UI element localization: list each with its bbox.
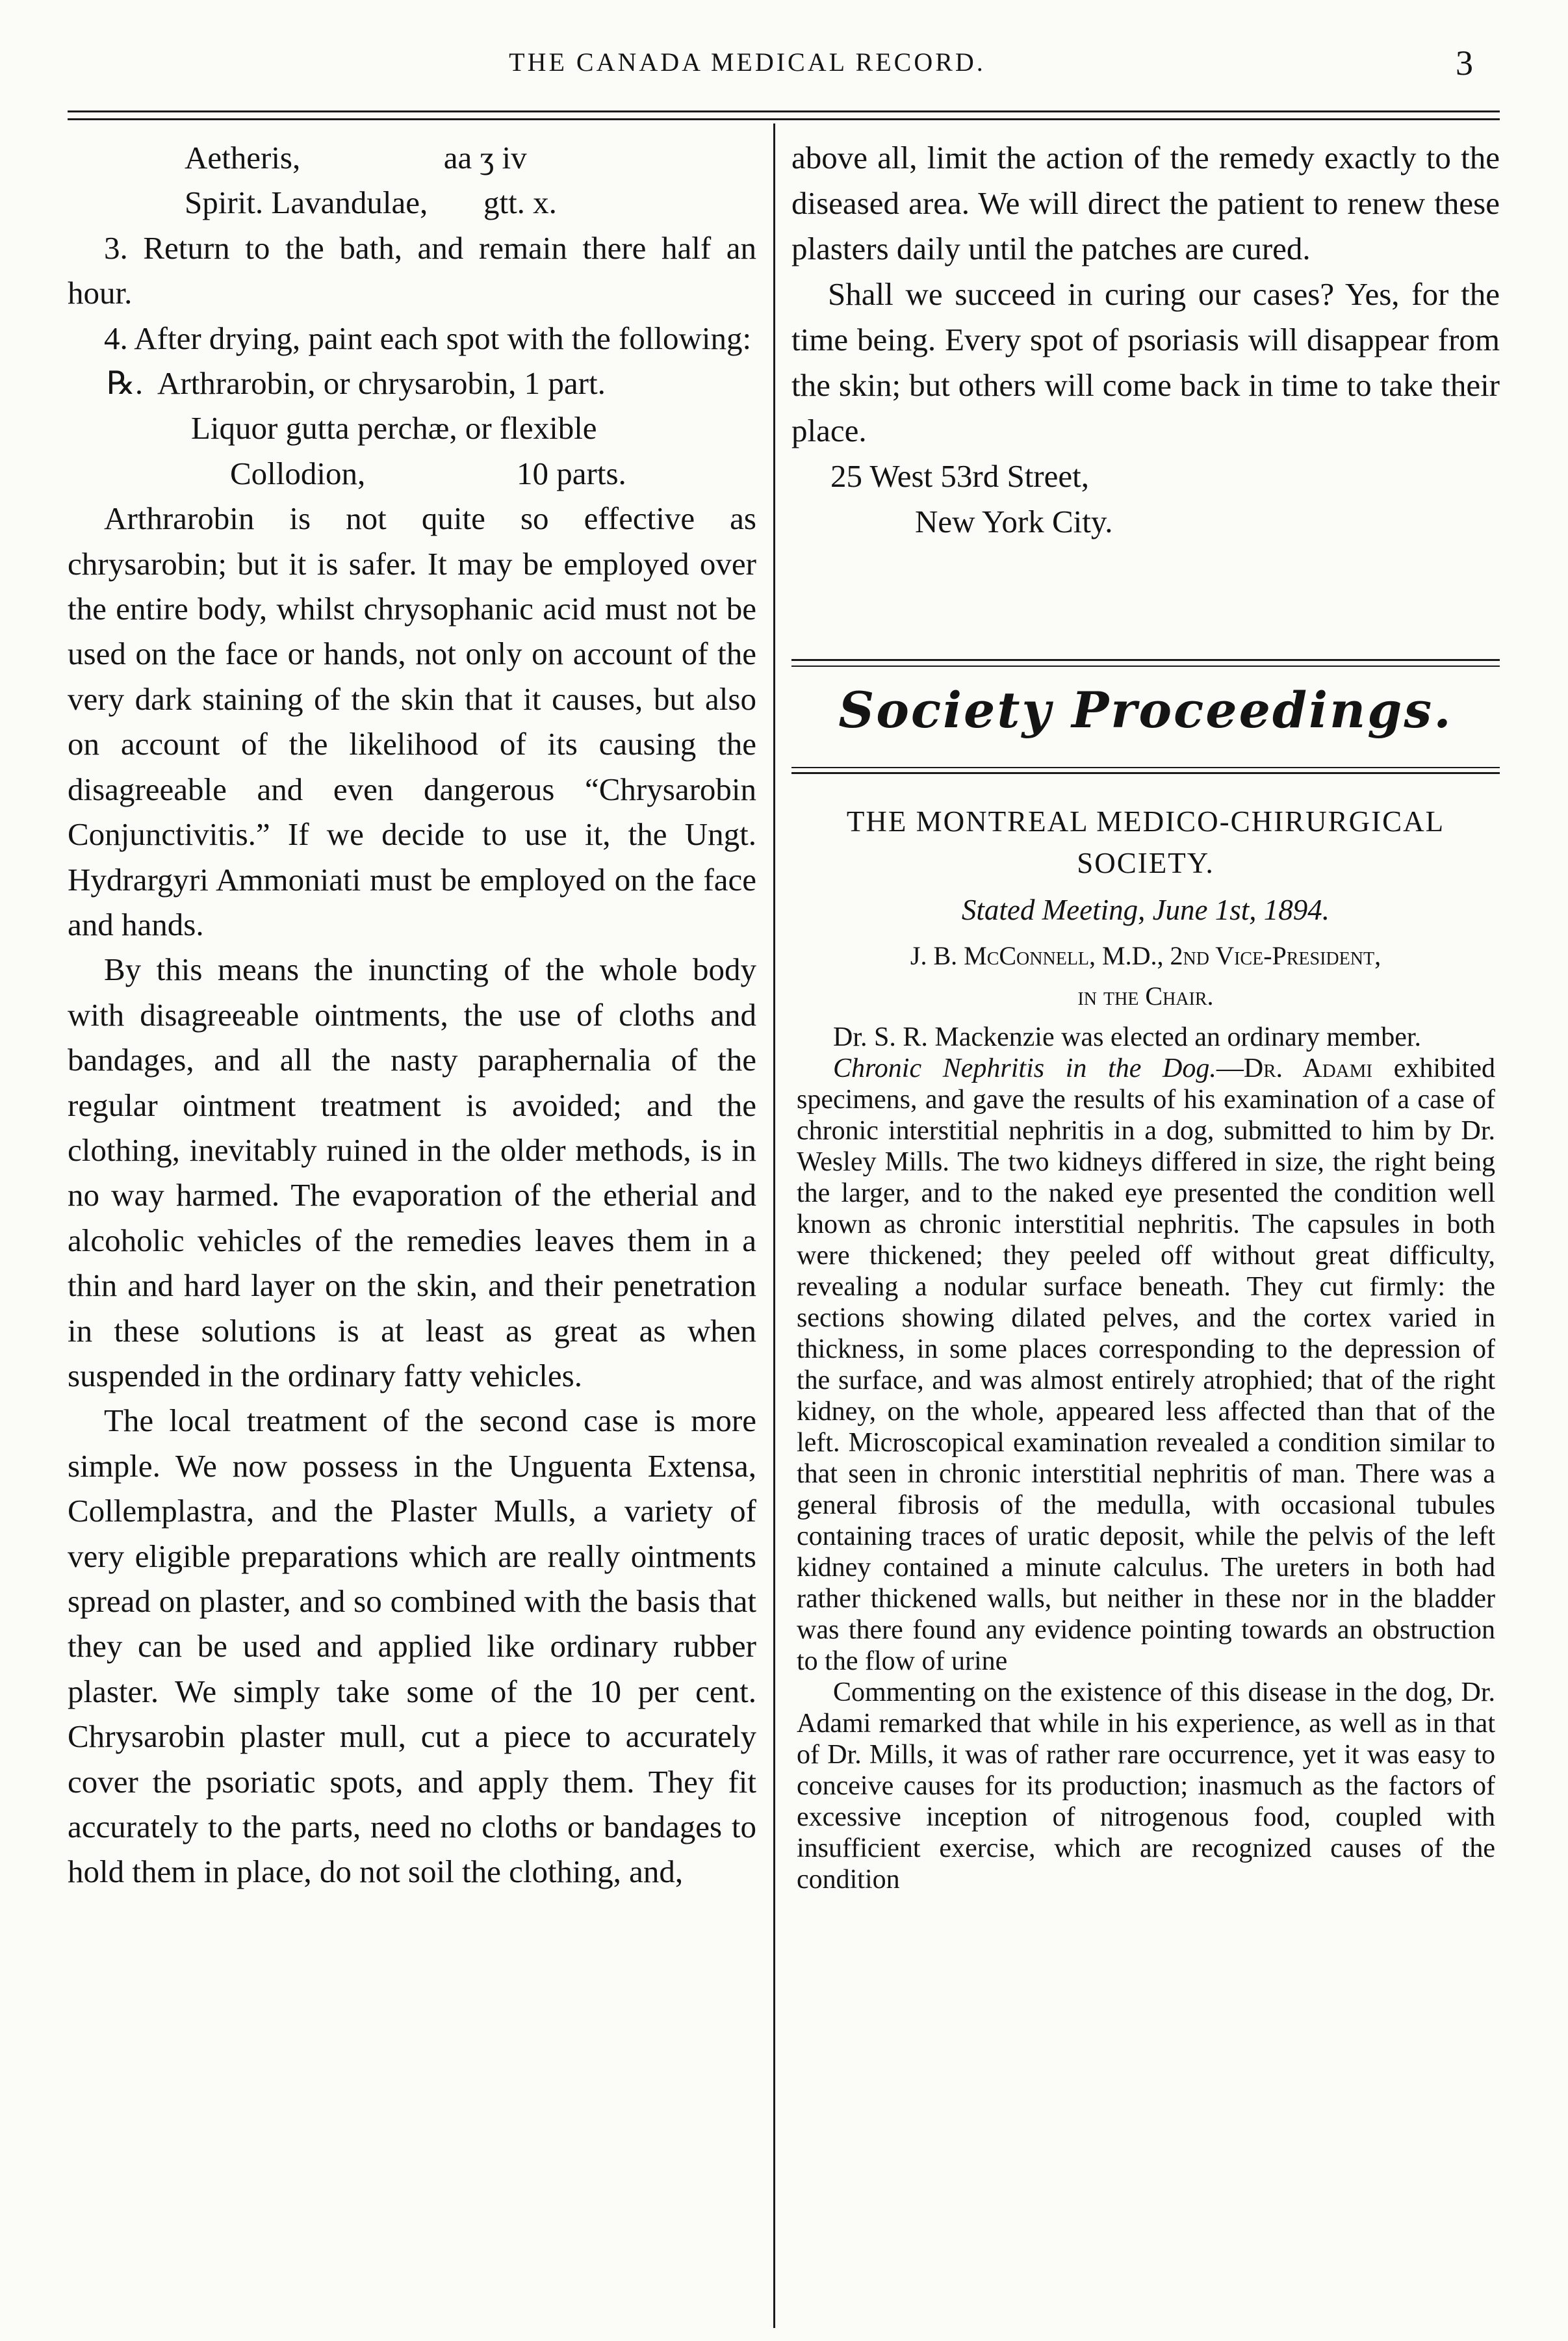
chair-line: J. B. McConnell, M.D., 2nd Vice-President, (910, 941, 1382, 970)
step-3: 3. Return to the bath, and remain there half an hour. (68, 229, 756, 311)
prescription-line: Collodion, 10 parts. (230, 455, 626, 491)
speaker: —Dr. Adami (1216, 1054, 1373, 1083)
paragraph: Shall we succeed in curing our cases? Yes, for the time being. Every spot of psoriasis will disappear from the skin; but others will come back in time to take their place. (791, 276, 1500, 448)
prescription-line: Liquor gutta perchæ, or flexible (191, 410, 597, 446)
paragraph: Dr. S. R. Mackenzie was elected an ordinary member. (833, 1022, 1422, 1052)
paragraph: By this means the inuncting of the whole body with disagreeable ointments, the use of cloths and bandages, and all the nasty paraphernalia of the regular ointment treatment is avoided; and the clothing, inevitably ruined in the older methods, is in no way harmed. The evaporation of the etherial and alcoholic vehicles of the remedies leaves them in a thin and hard layer on the skin, and their penetration in these solutions is at least as great as when suspended in the ordinary fatty vehicles. (68, 951, 756, 1393)
prescription-line: ℞. Arthrarobin, or chrysarobin, 1 part. (107, 365, 606, 402)
prescription-line: Spirit. Lavandulae, gtt. x. (185, 185, 557, 221)
right-column-article (791, 135, 1500, 545)
paragraph (797, 1053, 1495, 1677)
section-heading: Society Proceedings. (838, 681, 1453, 739)
chair-info (791, 936, 1500, 1016)
address-line: 25 West 53rd Street, (830, 458, 1089, 494)
paragraph: Arthrarobin is not quite so effective as chrysarobin; but it is safer. It may be employed over the entire body, whilst chrysophanic acid must not be used on the face or hands, not only on account of the very dark staining of the skin that it causes, but also on account of the likelihood of its causing the disagreeable and even dangerous “Chrysarobin Conjunctivitis.” If we decide to use it, the Ungt. Hydrargyri Ammoniati must be employed on the face and hands. (68, 500, 756, 942)
page-number: 3 (1456, 44, 1473, 83)
header-rule-top (68, 110, 1500, 112)
chair-line: in the Chair. (1077, 981, 1214, 1011)
proceedings-text (797, 1022, 1495, 1895)
section-rule-top-2 (791, 666, 1500, 667)
left-column (68, 135, 756, 1895)
section-rule-bottom (791, 767, 1500, 768)
step-4: 4. After drying, paint each spot with the following: (104, 320, 752, 356)
section-rule-top (791, 659, 1500, 661)
column-divider (773, 123, 775, 2328)
case-body: exhibited specimens, and gave the results of his examination of a case of chronic interstitial nephritis in a dog, submitted to him by Dr. Wesley Mills. The two kidneys differed in size, the right being the larger, and to the naked eye presented the condition well known as chronic interstitial nephritis. The capsules in both were thickened; they peeled off without great difficulty, revealing a nodular surface beneath. They cut firmly: the sections showing dilated pelves, and the cortex varied in thickness, in some places corresponding to the depression of the surface, and was almost entirely atrophied; that of the right kidney, on the whole, appeared less affected than that of the left. Microscopical examination revealed a condition similar to that seen in chronic interstitial nephritis of man. There was a general fibrosis of the medulla, with occasional tubules containing traces of uratic deposit, while the pelvis of the left kidney contained a minute calculus. The ureters in both had rather thickened walls, but neither in these nor in the bladder was there found any evidence pointing towards an obstruction to the flow of urine (797, 1054, 1495, 1676)
paragraph: above all, limit the action of the remedy exactly to the diseased area. We will direct the patient to renew these plasters daily until the patches are cured. (791, 140, 1500, 266)
case-title: Chronic Nephritis in the Dog. (833, 1054, 1216, 1083)
address-line: New York City. (915, 504, 1113, 539)
paragraph: Commenting on the existence of this disease in the dog, Dr. Adami remarked that while in his experience, as well as in that of Dr. Mills, it was of rather rare occurrence, yet it was easy to conceive causes for its production; inasmuch as the factors of excessive inception of nitrogenous food, coupled with insufficient exercise, which are recognized causes of the condition (797, 1677, 1495, 1895)
society-title: THE MONTREAL MEDICO-CHIRURGICAL SOCIETY. (846, 805, 1445, 879)
meeting-date: Stated Meeting, June 1st, 1894. (961, 894, 1330, 926)
header-rule-bottom (68, 118, 1500, 120)
running-header: THE CANADA MEDICAL RECORD. (509, 47, 986, 77)
paragraph: The local treatment of the second case is more simple. We now possess in the Unguenta Extensa, Collemplastra, and the Plaster Mulls, a variety of very eligible preparations which are really ointments spread on plaster, and so combined with the basis that they can be used and applied like ordinary rubber plaster. We simply take some of the 10 per cent. Chrysarobin plaster mull, cut a piece to accurately cover the psoriatic spots, and apply them. They fit accurately to the parts, need no cloths or bandages to hold them in place, do not soil the clothing, and, (68, 1403, 756, 1890)
section-rule-bottom-2 (791, 772, 1500, 774)
prescription-line: Aetheris, aa ʒ iv (185, 140, 527, 175)
